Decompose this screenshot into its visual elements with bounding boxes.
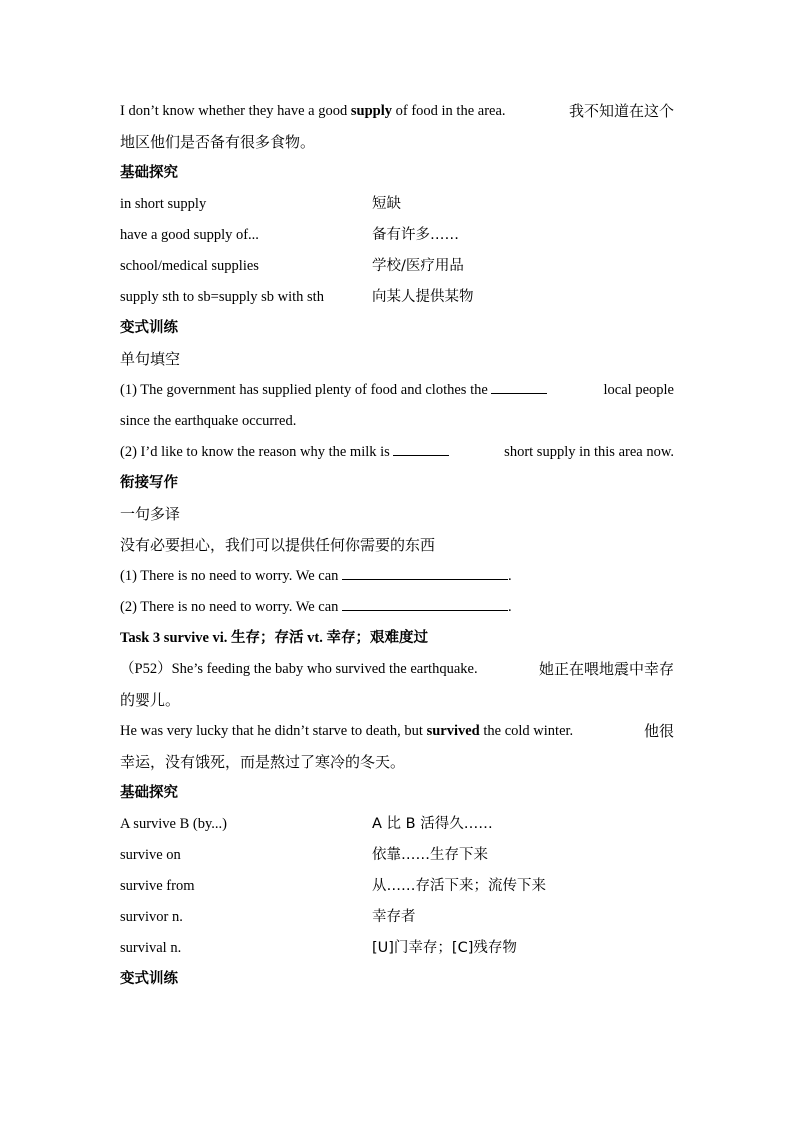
survive-example-2-zh-2: 幸运，没有饿死，而是熬过了寒冷的冬天。 [120, 753, 406, 771]
keyword-survived: survived [426, 723, 480, 739]
survive-example-2-zh-1: 他很 [643, 722, 674, 740]
phrase-zh: 依靠……生存下来 [372, 847, 488, 863]
phrase-zh: 向某人提供某物 [372, 289, 474, 305]
period: . [508, 599, 512, 615]
phrase-row [120, 189, 674, 220]
phrase-en: survive on [120, 847, 181, 863]
example-sentence-zh-2: 地区他们是否备有很多食物。 [120, 133, 316, 151]
translation-line-1 [120, 561, 674, 592]
phrase-en: supply sth to sb=supply sb with sth [120, 289, 324, 305]
example-sentence-line-1 [120, 96, 674, 127]
phrase-zh: A 比 B 活得久…… [372, 816, 493, 832]
phrase-en: survival n. [120, 940, 182, 956]
phrase-en: A survive B (by...) [120, 816, 227, 832]
phrase-en: survive from [120, 878, 195, 894]
translation-text: (2) There is no need to worry. We can [120, 599, 339, 615]
survive-example-2-en: He was very lucky that he didn’t starve to death, but [120, 723, 423, 739]
phrase-row [120, 933, 674, 964]
answer-blank[interactable] [491, 379, 547, 394]
phrase-row [120, 871, 674, 902]
phrase-row [120, 902, 674, 933]
answer-blank[interactable] [342, 565, 508, 580]
survive-example-1-zh-1: 她正在喂地震中幸存 [538, 660, 674, 678]
example-sentence-en-after: of food in the area. [395, 103, 506, 119]
task-3-heading: Task 3 survive vi. 生存；存活 vt. 幸存；艰难度过 [120, 630, 429, 646]
survive-example-1-line-1 [120, 654, 674, 685]
phrase-zh: [U]门幸存；[C]残存物 [372, 940, 517, 956]
phrase-row [120, 840, 674, 871]
phrase-row [120, 809, 674, 840]
question-1-text: (1) The government has supplied plenty of food and clothes the [120, 382, 488, 398]
question-2-text-after: short supply in this area now. [504, 444, 674, 460]
period: . [508, 568, 512, 584]
keyword-supply: supply [350, 103, 392, 119]
section-heading-practice-2: 变式训练 [120, 971, 178, 987]
phrase-zh: 从……存活下来；流传下来 [372, 878, 546, 894]
survive-example-2-en-after: the cold winter. [483, 723, 574, 739]
phrase-row [120, 251, 674, 282]
question-1-text-after: local people [603, 382, 674, 398]
section-heading-basic-2: 基础探究 [120, 785, 178, 801]
document-page [120, 96, 674, 995]
question-2-line [120, 437, 674, 468]
phrase-en: in short supply [120, 196, 207, 212]
translation-text: (1) There is no need to worry. We can [120, 568, 339, 584]
phrase-row [120, 282, 674, 313]
survive-example-1-en: （P52）She’s feeding the baby who survived the earthquake. [120, 661, 478, 677]
phrase-en: have a good supply of... [120, 227, 259, 243]
translation-prompt: 没有必要担心，我们可以提供任何你需要的东西 [120, 536, 436, 554]
survive-example-1-zh-2: 的婴儿。 [120, 691, 181, 709]
question-2-text: (2) I’d like to know the reason why the milk is [120, 444, 390, 460]
question-1-line-1 [120, 375, 674, 406]
answer-blank[interactable] [393, 441, 449, 456]
phrase-zh: 短缺 [372, 196, 401, 212]
phrase-zh: 备有许多…… [372, 227, 459, 243]
phrase-en: survivor n. [120, 909, 183, 925]
translation-line-2 [120, 592, 674, 623]
multi-translation-title: 一句多译 [120, 505, 181, 523]
question-1-line-2: since the earthquake occurred. [120, 413, 297, 429]
survive-example-2-line-1 [120, 716, 674, 747]
phrase-row [120, 220, 674, 251]
fill-blank-title: 单句填空 [120, 350, 181, 368]
phrase-zh: 学校/医疗用品 [372, 258, 464, 274]
section-heading-writing: 衔接写作 [120, 475, 178, 491]
phrase-zh: 幸存者 [372, 909, 416, 925]
example-sentence-zh-1: 我不知道在这个 [568, 102, 674, 120]
section-heading-basic-1: 基础探究 [120, 165, 178, 181]
section-heading-practice-1: 变式训练 [120, 320, 178, 336]
phrase-en: school/medical supplies [120, 258, 259, 274]
example-sentence-en: I don’t know whether they have a good [120, 103, 348, 119]
answer-blank[interactable] [342, 596, 508, 611]
